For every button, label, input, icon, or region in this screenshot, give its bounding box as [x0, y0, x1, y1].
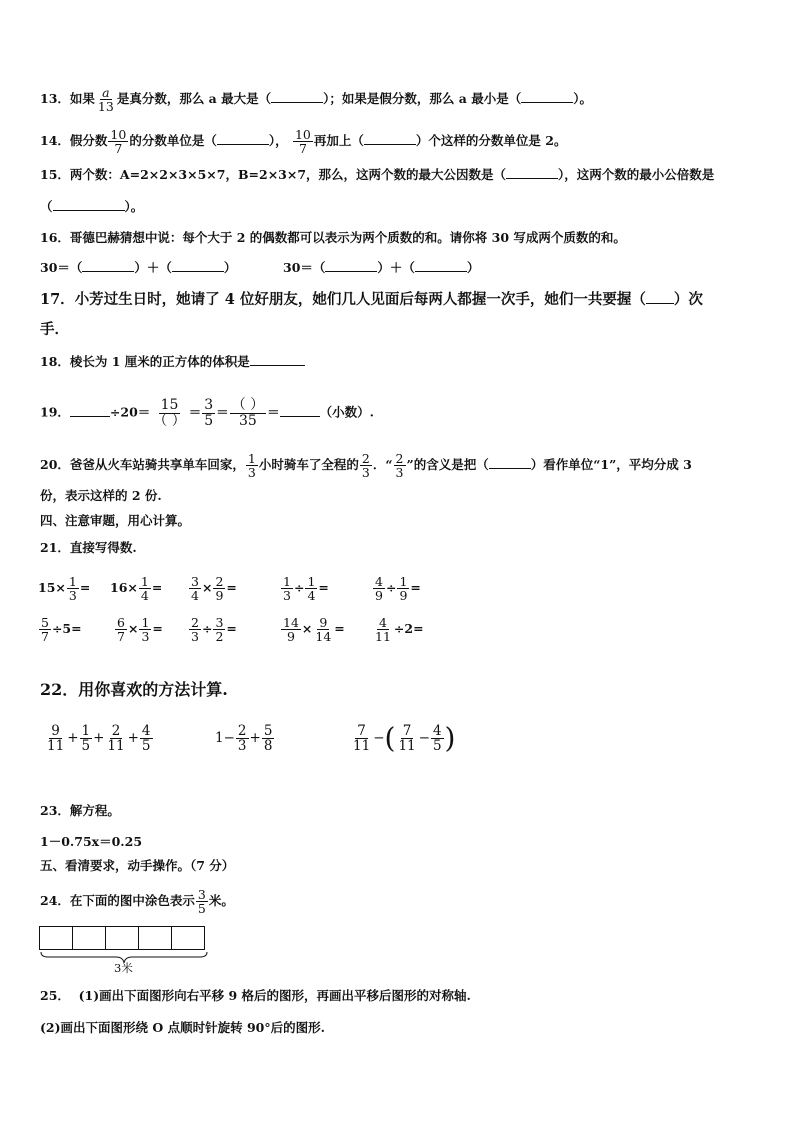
calc-item: 16× $\frac{1}{4}$ = — [110, 574, 163, 604]
fraction: $\frac{1}{3}$ — [247, 451, 256, 481]
section-five-heading: 五、看清要求，动手操作。（7 分） — [40, 858, 235, 873]
strip-cell[interactable] — [39, 926, 73, 950]
question-number: 23． — [40, 803, 70, 818]
calc-item: $\frac{4}{9}$ ÷ $\frac{1}{9}$ = — [375, 574, 421, 604]
question-16-eq2: 30＝（ ）＋（ ） — [283, 260, 480, 275]
question-number: 14． — [40, 133, 70, 149]
question-number: 16． — [40, 230, 70, 245]
answer-blank[interactable] — [70, 404, 110, 417]
question-15-cont: （ ）。 — [40, 199, 144, 214]
answer-blank[interactable] — [415, 259, 467, 272]
question-number: 18． — [40, 354, 70, 369]
calc-item: $\frac{3}{4}$ × $\frac{2}{9}$ = — [191, 574, 237, 604]
fraction: $\frac{( )}{35}$ — [231, 397, 265, 429]
question-25: 25． (1)画出下面图形向右平移 9 格后的图形，再画出平移后图形的对称轴. — [40, 988, 471, 1003]
calc-item: $\frac{2}{3}$ ÷ $\frac{3}{2}$ = — [191, 615, 237, 645]
question-number: 25． — [40, 988, 70, 1003]
strip-cell[interactable] — [72, 926, 106, 950]
fraction: $\frac{3}{5}$ — [204, 397, 214, 429]
fraction: $\frac{10}{7}$ — [110, 127, 127, 157]
strip-cell[interactable] — [138, 926, 172, 950]
answer-blank[interactable] — [506, 166, 558, 179]
question-number: 21． — [40, 540, 70, 555]
question-20-cont: 份，表示这样的 2 份. — [40, 488, 162, 503]
answer-blank[interactable] — [489, 456, 531, 469]
question-19: 19． ÷20＝ $\frac{15}{( )}$ ＝ $\frac{3}{5}$ ＝ $\frac{( )}{35}$ ＝ （小数）. — [40, 397, 375, 429]
question-17: 17．小芳过生日时，她请了 4 位好朋友，她们几人见面后每两人都握一次手，她们一共要握（ ）次 — [40, 291, 703, 308]
fraction: $\frac{a}{13}$ — [97, 85, 114, 115]
calc-item: $\frac{14}{9}$ × $\frac{9}{14}$ = — [283, 615, 345, 645]
question-21: 21．直接写得数. — [40, 540, 137, 555]
strip-cell[interactable] — [105, 926, 139, 950]
answer-blank[interactable] — [82, 259, 134, 272]
answer-blank[interactable] — [271, 90, 323, 103]
fraction: $\frac{3}{5}$ — [197, 887, 206, 917]
fraction: $\frac{2}{3}$ — [395, 451, 404, 481]
calc-item: $\frac{4}{11}$ ÷2= — [375, 615, 424, 645]
answer-blank[interactable] — [217, 132, 269, 145]
question-24: 24．在下面的图中涂色表示 $\frac{3}{5}$ 米。 — [40, 887, 234, 917]
answer-blank[interactable] — [646, 291, 674, 304]
answer-blank[interactable] — [364, 132, 416, 145]
question-17-cont: 手． — [40, 321, 69, 338]
question-number: 17． — [40, 291, 75, 308]
question-16-eq1: 30＝（ ）＋（ ） — [40, 260, 237, 275]
bar-strip[interactable] — [40, 926, 205, 950]
fraction: $\frac{2}{3}$ — [361, 451, 370, 481]
strip-length-label: 3米 — [114, 961, 133, 975]
question-25-part2: (2)画出下面图形绕 O 点顺时针旋转 90°后的图形. — [40, 1020, 325, 1035]
question-number: 15． — [40, 167, 70, 182]
question-18: 18．棱长为 1 厘米的正方体的体积是 — [40, 352, 305, 372]
question-16: 16．哥德巴赫猜想中说：每个大于 2 的偶数都可以表示为两个质数的和。请你将 30 写成两个质数的和。 — [40, 230, 626, 245]
question-number: 20． — [40, 457, 70, 473]
question-14: 14．假分数 $\frac{10}{7}$ 的分数单位是（ ）， $\frac{10}{7}$ 再加上（ ）个这样的分数单位是 2。 — [40, 127, 567, 157]
question-22: 22．用你喜欢的方法计算. — [40, 680, 228, 699]
answer-blank[interactable] — [172, 259, 224, 272]
calc-item: $\frac{9}{11}$ + $\frac{1}{5}$ + $\frac{2}{11}$ + $\frac{4}{5}$ — [47, 723, 151, 755]
answer-blank[interactable] — [325, 259, 377, 272]
question-15: 15．两个数：A=2×2×3×5×7，B=2×3×7，那么，这两个数的最大公因数是（ ），这两个数的最小公倍数是 — [40, 167, 715, 182]
calc-item: $\frac{7}{11}$ −( $\frac{7}{11}$ − $\frac{4}{5}$ ) — [353, 721, 456, 755]
strip-cell[interactable] — [171, 926, 205, 950]
question-number: 19． — [40, 404, 70, 420]
question-13: 13．如果 $\frac{a}{13}$ 是真分数，那么 a 最大是（ ）；如果是假分数，那么 a 最小是（ ）。 — [40, 85, 592, 115]
fraction: $\frac{15}{( )}$ — [153, 397, 186, 429]
answer-blank[interactable] — [521, 90, 573, 103]
question-20: 20．爸爸从火车站骑共享单车回家， $\frac{1}{3}$ 小时骑车了全程的 $\frac{2}{3}$ ．“ $\frac{2}{3}$ ”的含义是把（ ）看作单位“1”，平均分成 3 — [40, 451, 692, 481]
equation: 1－0.75x＝0.25 — [40, 834, 143, 849]
question-number: 13． — [40, 91, 70, 107]
calc-item: $\frac{6}{7}$ × $\frac{1}{3}$ = — [117, 615, 163, 645]
question-23: 23．解方程。 — [40, 803, 120, 818]
section-four-heading: 四、注意审题，用心计算。 — [40, 513, 191, 528]
answer-blank[interactable] — [280, 404, 320, 417]
answer-blank[interactable] — [53, 198, 125, 211]
calc-item: 1− $\frac{2}{3}$ + $\frac{5}{8}$ — [215, 723, 273, 755]
calc-item: $\frac{1}{3}$ ÷ $\frac{1}{4}$ = — [283, 574, 329, 604]
calc-item: $\frac{5}{7}$ ÷5= — [41, 615, 82, 645]
calc-item: 15× $\frac{1}{3}$ = — [38, 574, 91, 604]
question-number: 22． — [40, 680, 79, 699]
answer-blank[interactable] — [250, 353, 305, 366]
fraction: $\frac{10}{7}$ — [294, 127, 311, 157]
question-number: 24． — [40, 893, 70, 909]
